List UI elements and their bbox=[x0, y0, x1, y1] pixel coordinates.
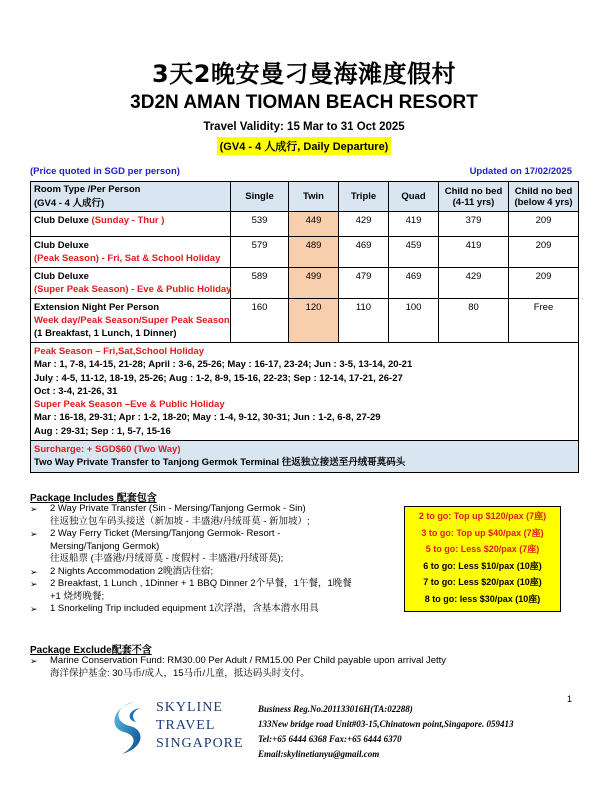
price-quad: 459 bbox=[389, 237, 439, 268]
business-tel: Tel:+65 6444 6368 Fax:+65 6444 6370 bbox=[258, 734, 402, 744]
rate-table bbox=[30, 181, 579, 473]
exclude-cn-line: 海洋保护基金: 30马币/成人，15马币/儿童，抵达码头时支付。 bbox=[50, 667, 310, 679]
room-name: Club Deluxe (Super Peak Season) - Eve & Public Holiday bbox=[31, 268, 231, 299]
superpeak-season-line: Mar : 16-18, 29-31; Apr : 1-2, 18-20; May : 1-4, 9-12, 30-31; Jun : 1-2, 6-8, 27-29 bbox=[34, 412, 381, 424]
price-triple: 110 bbox=[339, 299, 389, 343]
logo-line: SKYLINE bbox=[156, 700, 223, 715]
updated-date: Updated on 17/02/2025 bbox=[469, 166, 572, 177]
header-room-type: Room Type /Per Person (GV4 - 4 人成行) bbox=[31, 182, 231, 212]
price-quad: 469 bbox=[389, 268, 439, 299]
price-twin: 449 bbox=[289, 212, 339, 237]
superpeak-season-line: Aug : 29-31; Sep : 1, 5-7, 15-16 bbox=[34, 425, 171, 437]
list-item: ➢ 2 Nights Accommodation 2晚酒店住宿; bbox=[30, 565, 214, 577]
arrow-bullet-icon: ➢ bbox=[30, 566, 38, 577]
title-chinese: 3天2晚安曼刁曼海滩度假村 bbox=[152, 60, 456, 88]
promo-line: 5 to go: Less $20/pax (7座) bbox=[425, 544, 540, 554]
price-quad: 419 bbox=[389, 212, 439, 237]
price-child: 379 bbox=[439, 212, 509, 237]
company-logo bbox=[106, 698, 244, 758]
price-infant: 209 bbox=[509, 212, 579, 237]
price-note: (Price quoted in SGD per person) bbox=[30, 166, 180, 177]
price-child: 419 bbox=[439, 237, 509, 268]
peak-season-line: Mar : 1, 7-8, 14-15, 21-28; April : 3-6, 25-26; May : 16-17, 23-24; Jun : 3-5, 13-14, 20-21 bbox=[34, 359, 413, 371]
travel-validity: Travel Validity: 15 Mar to 31 Oct 2025 bbox=[203, 121, 405, 133]
arrow-bullet-icon: ➢ bbox=[30, 604, 38, 614]
promo-line: 6 to go: Less $10/pax (10座) bbox=[423, 560, 542, 571]
price-single: 539 bbox=[231, 212, 289, 237]
room-name: Extension Night Per Person Week day/Peak Season/Super Peak Season (1 Breakfast, 1 Lunch, 1 Dinner) bbox=[31, 299, 231, 343]
excludes-list bbox=[30, 655, 570, 680]
price-infant: Free bbox=[509, 299, 579, 343]
list-item: ➢ 2 Breakfast, 1 Lunch , 1Dinner + 1 BBQ Dinner 2个早餐，1午餐，1晚餐 +1 烧烤晚餐; bbox=[30, 578, 352, 602]
business-address: 133New bridge road Unit#03-15,Chinatown point,Singapore. 059413 bbox=[258, 719, 514, 729]
price-twin: 489 bbox=[289, 237, 339, 268]
price-single: 579 bbox=[231, 237, 289, 268]
surcharge-cell bbox=[31, 441, 579, 473]
table-row bbox=[31, 212, 579, 237]
header-twin: Twin bbox=[289, 182, 339, 212]
includes-list bbox=[30, 503, 410, 616]
header-triple: Triple bbox=[339, 182, 389, 212]
price-triple: 429 bbox=[339, 212, 389, 237]
group-discount-box bbox=[404, 506, 561, 612]
surcharge-row bbox=[31, 441, 579, 473]
promo-line: 7 to go: Less $20/pax (10座) bbox=[423, 577, 542, 587]
logo-line: SINGAPORE bbox=[156, 736, 244, 751]
price-twin: 120 bbox=[289, 299, 339, 343]
business-email: Email:skylinetianyu@gmail.com bbox=[258, 749, 380, 759]
price-quad: 100 bbox=[389, 299, 439, 343]
room-name: Club Deluxe (Peak Season) - Fri, Sat & School Holiday bbox=[31, 237, 231, 268]
price-child: 429 bbox=[439, 268, 509, 299]
peak-season-line: Oct : 3-4, 21-26, 31 bbox=[34, 385, 118, 397]
surcharge-text: Surcharge: + SGD$60 (Two Way) bbox=[34, 444, 181, 456]
header-child-nobed: Child no bed (below 4 yrs) bbox=[509, 182, 579, 212]
price-single: 589 bbox=[231, 268, 289, 299]
price-triple: 479 bbox=[339, 268, 389, 299]
peak-season-line: July : 4-5, 11-12, 18-19, 25-26; Aug : 1-2, 8-9, 15-16, 22-23; Sep : 12-14, 17-21, 26-27 bbox=[34, 372, 403, 384]
includes-heading: Package Includes 配套包含 bbox=[30, 493, 157, 504]
superpeak-season-title: Super Peak Season –Eve & Public Holiday bbox=[34, 399, 225, 411]
price-child: 80 bbox=[439, 299, 509, 343]
departure-badge: (GV4 - 4 人成行, Daily Departure) bbox=[217, 137, 392, 155]
business-reg: Business Reg.No.201133016H(TA:02288) bbox=[258, 704, 413, 714]
logo-line: TRAVEL bbox=[156, 718, 216, 733]
price-twin: 499 bbox=[289, 268, 339, 299]
price-triple: 469 bbox=[339, 237, 389, 268]
table-row bbox=[31, 237, 579, 268]
transfer-text: Two Way Private Transfer to Tanjong Germok Terminal 往返独立接送至丹绒哥莫码头 bbox=[34, 457, 406, 469]
price-infant: 209 bbox=[509, 268, 579, 299]
arrow-bullet-icon: ➢ bbox=[30, 504, 38, 514]
list-item: ➢ 1 Snorkeling Trip included equipment 1次浮潜，含基本潜水用具 bbox=[30, 603, 319, 614]
season-row bbox=[31, 343, 579, 441]
header-child-bed: Child no bed (4-11 yrs) bbox=[439, 182, 509, 212]
table-row bbox=[31, 299, 579, 343]
page-number: 1 bbox=[567, 694, 573, 704]
excludes-heading: Package Exclude配套不含 bbox=[30, 645, 152, 656]
season-dates bbox=[31, 343, 579, 441]
list-item: ➢ 2 Way Ferry Ticket (Mersing/Tanjong Germok- Resort - Mersing/Tanjong Germok) 往返船票 (丰盛港/丹绒哥莫 - 度假村 - 丰盛港/丹绒哥莫); bbox=[30, 528, 284, 564]
price-single: 160 bbox=[231, 299, 289, 343]
arrow-bullet-icon: ➢ bbox=[30, 529, 38, 539]
title-english: 3D2N AMAN TIOMAN BEACH RESORT bbox=[130, 92, 478, 113]
room-name: Club Deluxe (Sunday - Thur ) bbox=[31, 212, 231, 237]
promo-line: 8 to go: less $30/pax (10座) bbox=[424, 593, 541, 604]
table-header-row bbox=[31, 182, 579, 212]
skyline-swirl-icon bbox=[106, 698, 156, 758]
arrow-bullet-icon: ➢ bbox=[30, 579, 38, 589]
list-item: ➢ 2 Way Private Transfer (Sin - Mersing/Tanjong Germok - Sin) 往返独立包车码头接送（新加坡 - 丰盛港/丹绒哥莫 - 新加坡）; bbox=[30, 503, 310, 527]
promo-line: 3 to go: Top up $40/pax (7座) bbox=[421, 527, 544, 538]
arrow-bullet-icon: ➢ bbox=[30, 656, 38, 666]
header-quad: Quad bbox=[389, 182, 439, 212]
promo-line: 2 to go: Top up $120/pax (7座) bbox=[418, 511, 547, 521]
peak-season-title: Peak Season – Fri,Sat,School Holiday bbox=[34, 346, 205, 357]
header-single: Single bbox=[231, 182, 289, 212]
table-row bbox=[31, 268, 579, 299]
price-infant: 209 bbox=[509, 237, 579, 268]
list-item: ➢ Marine Conservation Fund: RM30.00 Per Adult / RM15.00 Per Child payable upon arrival Jetty bbox=[30, 655, 447, 666]
